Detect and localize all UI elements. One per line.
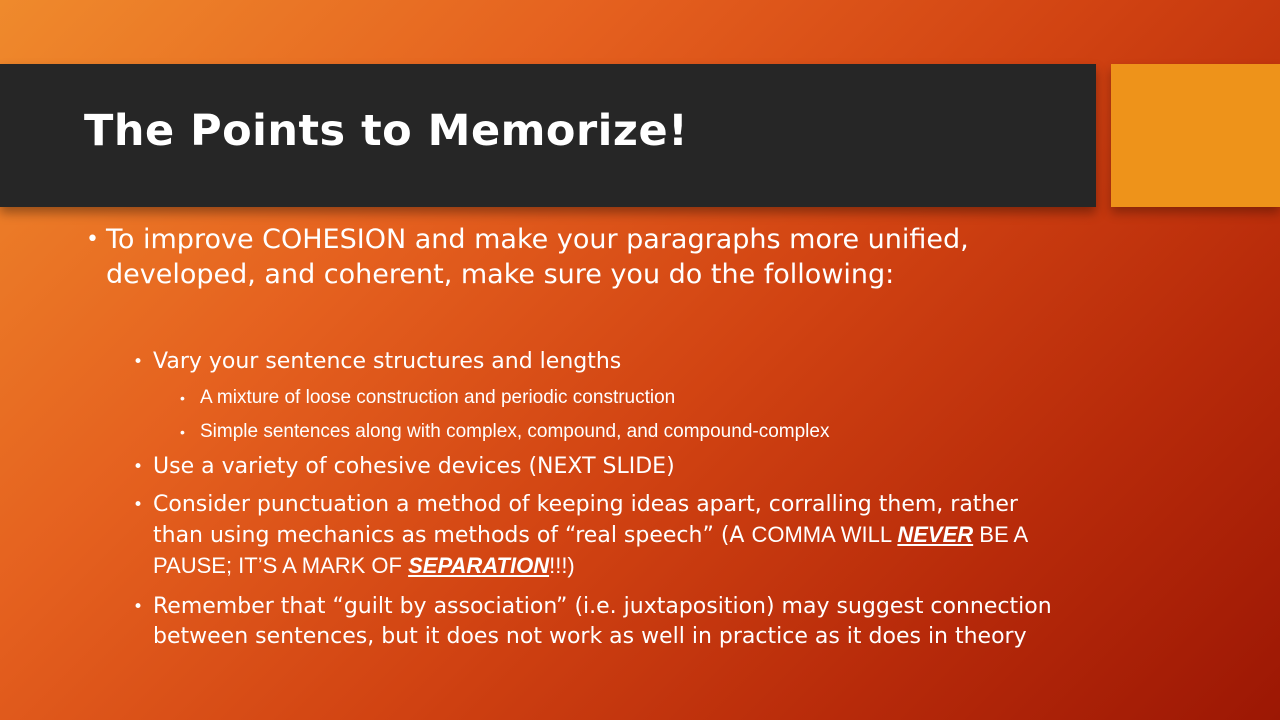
emphasis-never: NEVER <box>897 522 974 547</box>
punctuation-text-part1: Consider punctuation a method of keeping ideas apart, corralling them, rather than using mechanics as methods of “real speech” (A <box>153 492 1018 548</box>
bullet-dot-icon: • <box>133 597 144 617</box>
bullet-punctuation <box>133 490 1053 582</box>
bullet-main <box>86 222 1046 292</box>
bullet-text: A mixture of loose construction and periodic construction <box>200 387 676 408</box>
bullet-dot-icon: • <box>133 495 144 515</box>
bullet-vary <box>133 347 1053 377</box>
bullet-dot-icon: • <box>180 424 185 440</box>
slide-title: The Points to Memorize! <box>84 106 689 156</box>
emphasis-separation: SEPARATION <box>408 553 550 578</box>
bullet-remember <box>133 592 1053 652</box>
bullet-devices <box>133 452 1053 482</box>
bullet-text: Use a variety of cohesive devices (NEXT SLIDE) <box>153 454 675 479</box>
bullet-dot-icon: • <box>180 390 185 406</box>
punctuation-text-part4: !!!) <box>549 553 575 578</box>
bullet-text: To improve COHESION and make your paragraphs more unified, developed, and coherent, make sure you do the following: <box>106 224 969 290</box>
bullet-text: Vary your sentence structures and lengths <box>153 349 622 374</box>
bullet-dot-icon: • <box>133 352 144 372</box>
bullet-text <box>153 490 1053 582</box>
bullet-simple <box>180 419 1060 445</box>
bullet-text: Simple sentences along with complex, compound, and compound-complex <box>200 421 830 442</box>
punctuation-text-part2: COMMA WILL <box>751 522 898 547</box>
bullet-mixture <box>180 385 1060 411</box>
punctuation-text-part3: BE A PAUSE; IT’S A MARK OF <box>153 522 1027 578</box>
bullet-text: Remember that “guilt by association” (i.e. juxtaposition) may suggest connection between sentences, but it does not work as well in practice as it does in theory <box>153 594 1052 649</box>
bullet-dot-icon: • <box>86 227 99 252</box>
bullet-dot-icon: • <box>133 457 144 477</box>
